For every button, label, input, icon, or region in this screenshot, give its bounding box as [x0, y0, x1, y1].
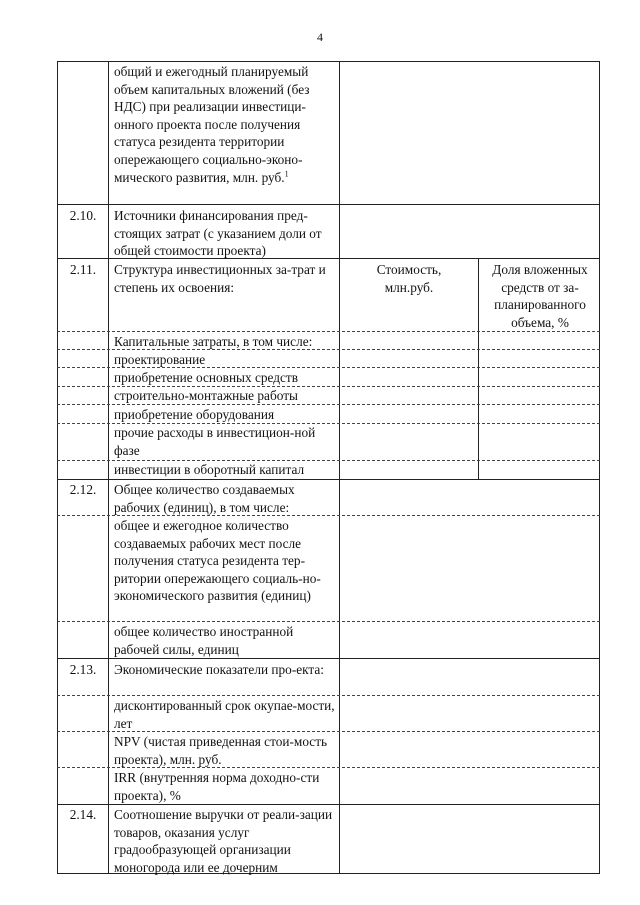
row-text: общее количество иностранной рабочей силы, единиц [114, 624, 294, 657]
row-number: 2.14. [69, 807, 97, 822]
column-header-share: Доля вложенных средств от за-планированного объема, % [492, 262, 588, 330]
row-separator [57, 204, 600, 205]
row-text: проектирование [114, 352, 206, 367]
table-border-left [57, 61, 58, 874]
row-text: Источники финансирования пред-стоящих затрат (с указанием доли от общей стоимости проекта) [114, 208, 322, 259]
row-text: инвестиции в оборотный капитал [114, 462, 305, 477]
row-number: 2.11. [69, 262, 97, 277]
column-divider-number [108, 61, 109, 874]
row-text: IRR (внутренняя норма доходно-сти проекта), % [114, 770, 320, 803]
table-border-top [57, 61, 600, 62]
form-table [57, 61, 600, 874]
column-header-cost: Стоимость, млн.руб. [376, 262, 442, 295]
row-text: NPV (чистая приведенная стои-мость проекта), млн. руб. [114, 734, 328, 767]
page-number: 4 [317, 30, 323, 44]
row-text: приобретение основных средств [114, 370, 298, 385]
row-text: дисконтированный срок окупае-мости, лет [114, 698, 335, 731]
footnote-marker: 1 [284, 169, 289, 179]
column-divider-value [339, 61, 340, 874]
row-text: Структура инвестиционных за-трат и степень их освоения: [114, 262, 326, 295]
subrow-separator [57, 621, 600, 622]
row-number: 2.13. [69, 662, 97, 677]
row-text: общее и ежегодное количество создаваемых рабочих мест после получения статуса резидента тер-ритории опережающего социаль-но-экономического развития (единиц) [114, 518, 321, 604]
row-number: 2.12. [69, 482, 97, 497]
row-number: 2.10. [69, 208, 97, 223]
row-separator [57, 479, 600, 480]
subrow-separator [57, 695, 600, 696]
row-text: приобретение оборудования [114, 407, 275, 422]
column-divider-share [478, 258, 479, 479]
row-text: общий и ежегодный планируемый объем капитальных вложений (без НДС) при реализации инвестици-онного проекта после получения статуса резидента территории опережающего социально-эконо-мического развития, млн. руб.$^1$ [114, 64, 310, 185]
row-text: строительно-монтажные работы [114, 388, 298, 403]
row-text: прочие расходы в инвестицион-ной фазе [114, 425, 316, 458]
table-border-right [599, 61, 600, 874]
row-text: Капитальные затраты, в том числе: [114, 334, 313, 349]
row-text: Общее количество создаваемых рабочих (единиц), в том числе: [114, 482, 295, 515]
row-text: Экономические показатели про-екта: [114, 662, 324, 677]
row-text: Соотношение выручки от реали-зации товаров, оказания услуг градообразующей организации моногорода или ее дочерним [114, 807, 333, 875]
